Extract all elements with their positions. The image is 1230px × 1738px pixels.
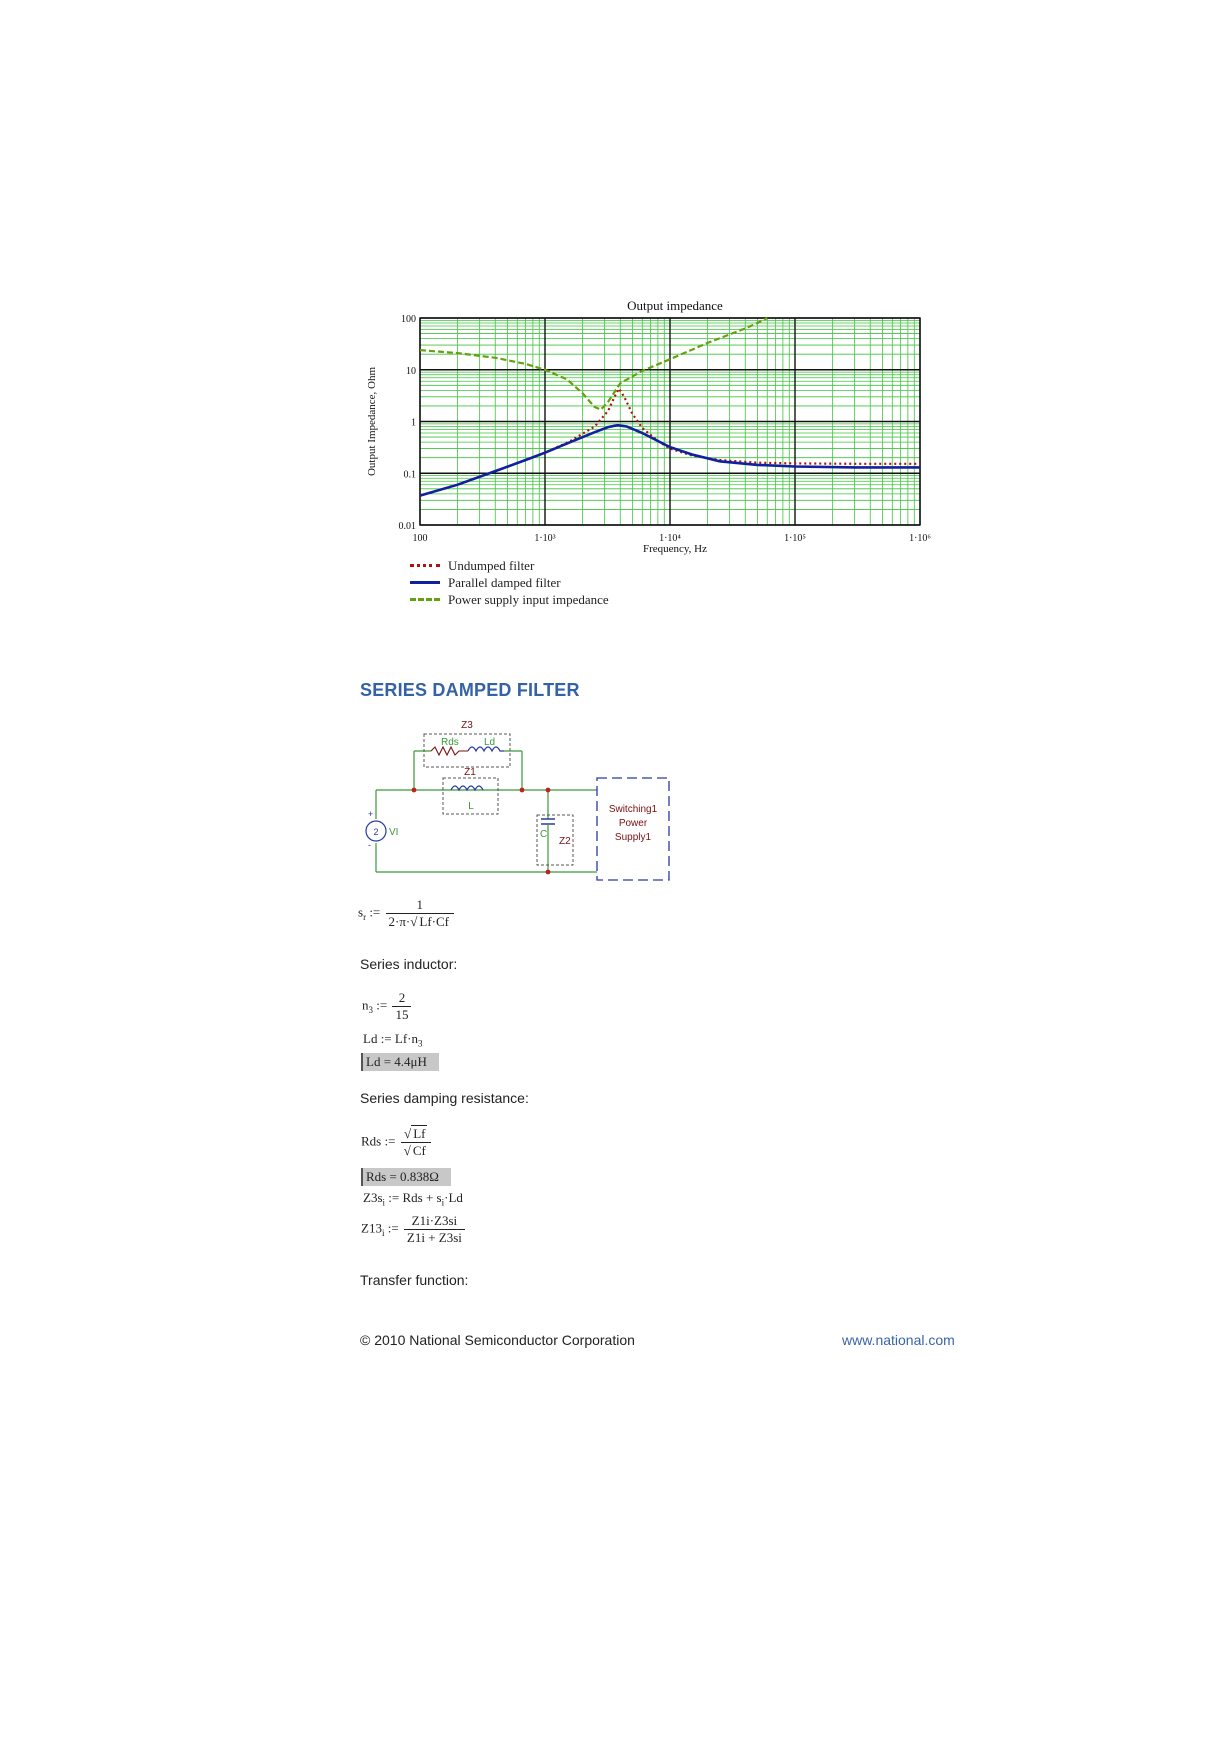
sr-fraction [386, 897, 454, 930]
z13-sub: i [381, 1228, 385, 1239]
z3-rhs-a: := Rds + s [385, 1190, 442, 1205]
n3-numerator: 2 [398, 990, 406, 1005]
n3-fraction [392, 990, 411, 1023]
z2-label: Z2 [559, 836, 571, 847]
legend-swatch-supply [410, 598, 440, 601]
z3-label: Z3 [461, 720, 473, 731]
rds-result: Rds = 0.838Ω [361, 1168, 451, 1186]
z3-lhs: Z3s [363, 1190, 383, 1205]
legend-item-undumped [410, 557, 609, 574]
ld-result: Ld = 4.4μH [361, 1053, 439, 1071]
x-axis-label: Frequency, Hz [642, 543, 708, 555]
n3-equation [362, 990, 413, 1023]
series-resistance-label: Series damping resistance: [360, 1090, 529, 1106]
series-inductor-label: Series inductor: [360, 956, 458, 972]
l-label: L [468, 801, 474, 812]
z3-lhs-sub: i [382, 1197, 386, 1208]
sr-sub: r [363, 912, 367, 923]
sr-assign: := [369, 904, 381, 920]
z3-resistor-icon [431, 747, 468, 755]
y-tick-label: 0.01 [398, 521, 416, 532]
rds-fraction [401, 1126, 431, 1159]
chart-legend [410, 557, 609, 608]
z1-label: Z1 [464, 767, 476, 778]
sr-denominator: 2·π·√ Lf·Cf [386, 913, 454, 930]
circuit-wires [376, 751, 597, 872]
footer-copyright: © 2010 National Semiconductor Corporation [360, 1332, 635, 1348]
x-tick-label: 1·10³ [534, 533, 556, 544]
rds-equation [361, 1126, 433, 1159]
source-minus: - [368, 840, 371, 850]
chart-title: Output impedance [627, 298, 723, 313]
source-label: VI [389, 827, 399, 838]
z13-numerator: Z1i·Z3si [411, 1213, 458, 1228]
n3-sub: 3 [368, 1005, 373, 1016]
sr-lhs: s [358, 904, 364, 920]
n3-denominator: 15 [392, 1006, 411, 1023]
rds-num-root: Lf [413, 1126, 426, 1141]
rds-denominator: √ Cf [401, 1142, 431, 1159]
y-axis-label: Output Impedance, Ohm [366, 366, 378, 477]
legend-swatch-undumped [410, 564, 440, 567]
z13-denominator: Z1i + Z3si [404, 1229, 465, 1246]
z3-rhs-b: ·Ld [444, 1190, 463, 1205]
legend-label-undumped: Undumped filter [448, 557, 535, 573]
legend-label-supply: Power supply input impedance [448, 591, 609, 607]
circuit-nodes [412, 788, 551, 875]
legend-swatch-parallel [410, 581, 440, 584]
rds-numerator: √ Lf [404, 1126, 426, 1141]
sr-numerator: 1 [416, 897, 423, 912]
n3-assign: := [376, 997, 388, 1013]
load-label-line2: Power [618, 818, 648, 829]
series-damped-filter-schematic [365, 716, 685, 886]
transfer-function-label: Transfer function: [360, 1272, 469, 1288]
section-title: SERIES DAMPED FILTER [360, 680, 580, 700]
x-tick-label: 100 [412, 533, 428, 544]
ld-def-text: Ld := Lf·n [363, 1031, 418, 1046]
source-plus: + [368, 809, 374, 819]
y-tick-label: 10 [406, 365, 416, 377]
z13-fraction [404, 1213, 465, 1246]
legend-item-parallel [410, 574, 609, 591]
legend-item-supply [410, 591, 609, 608]
z3-equation [363, 1190, 463, 1208]
x-tick-label: 1·10⁵ [784, 533, 806, 544]
sr-den-root: Lf·Cf [419, 914, 449, 929]
legend-label-parallel: Parallel damped filter [448, 574, 561, 590]
switching-supply-box [597, 778, 669, 880]
load-label-line3: Supply1 [614, 832, 652, 843]
y-tick-label: 100 [401, 314, 416, 325]
z13-assign: := [387, 1220, 399, 1236]
sr-equation [358, 897, 456, 930]
voltage-source-icon [366, 821, 386, 841]
y-tick-label: 1 [411, 417, 416, 429]
rds-lhs: Rds := [361, 1133, 396, 1149]
rds-label: Rds [441, 737, 459, 748]
n3-lhs: n [362, 997, 369, 1013]
ld-definition [363, 1031, 422, 1049]
c-label: C [540, 829, 548, 840]
y-tick-label: 0.1 [403, 469, 416, 481]
z13-equation [361, 1213, 467, 1246]
ld-label: Ld [484, 737, 496, 748]
z13-lhs: Z13 [361, 1220, 382, 1236]
source-symbol: 2 [373, 827, 379, 837]
x-tick-label: 1·10⁶ [909, 533, 931, 544]
rds-den-root: Cf [412, 1143, 426, 1158]
z3-rhs-sub: i [441, 1197, 445, 1208]
sr-den-prefix: 2·π· [388, 914, 411, 929]
ld-def-sub: 3 [417, 1038, 423, 1049]
footer-website-link[interactable]: www.national.com [842, 1332, 955, 1348]
load-label-line1: Switching1 [608, 804, 658, 815]
x-tick-label: 1·10⁴ [659, 533, 681, 544]
